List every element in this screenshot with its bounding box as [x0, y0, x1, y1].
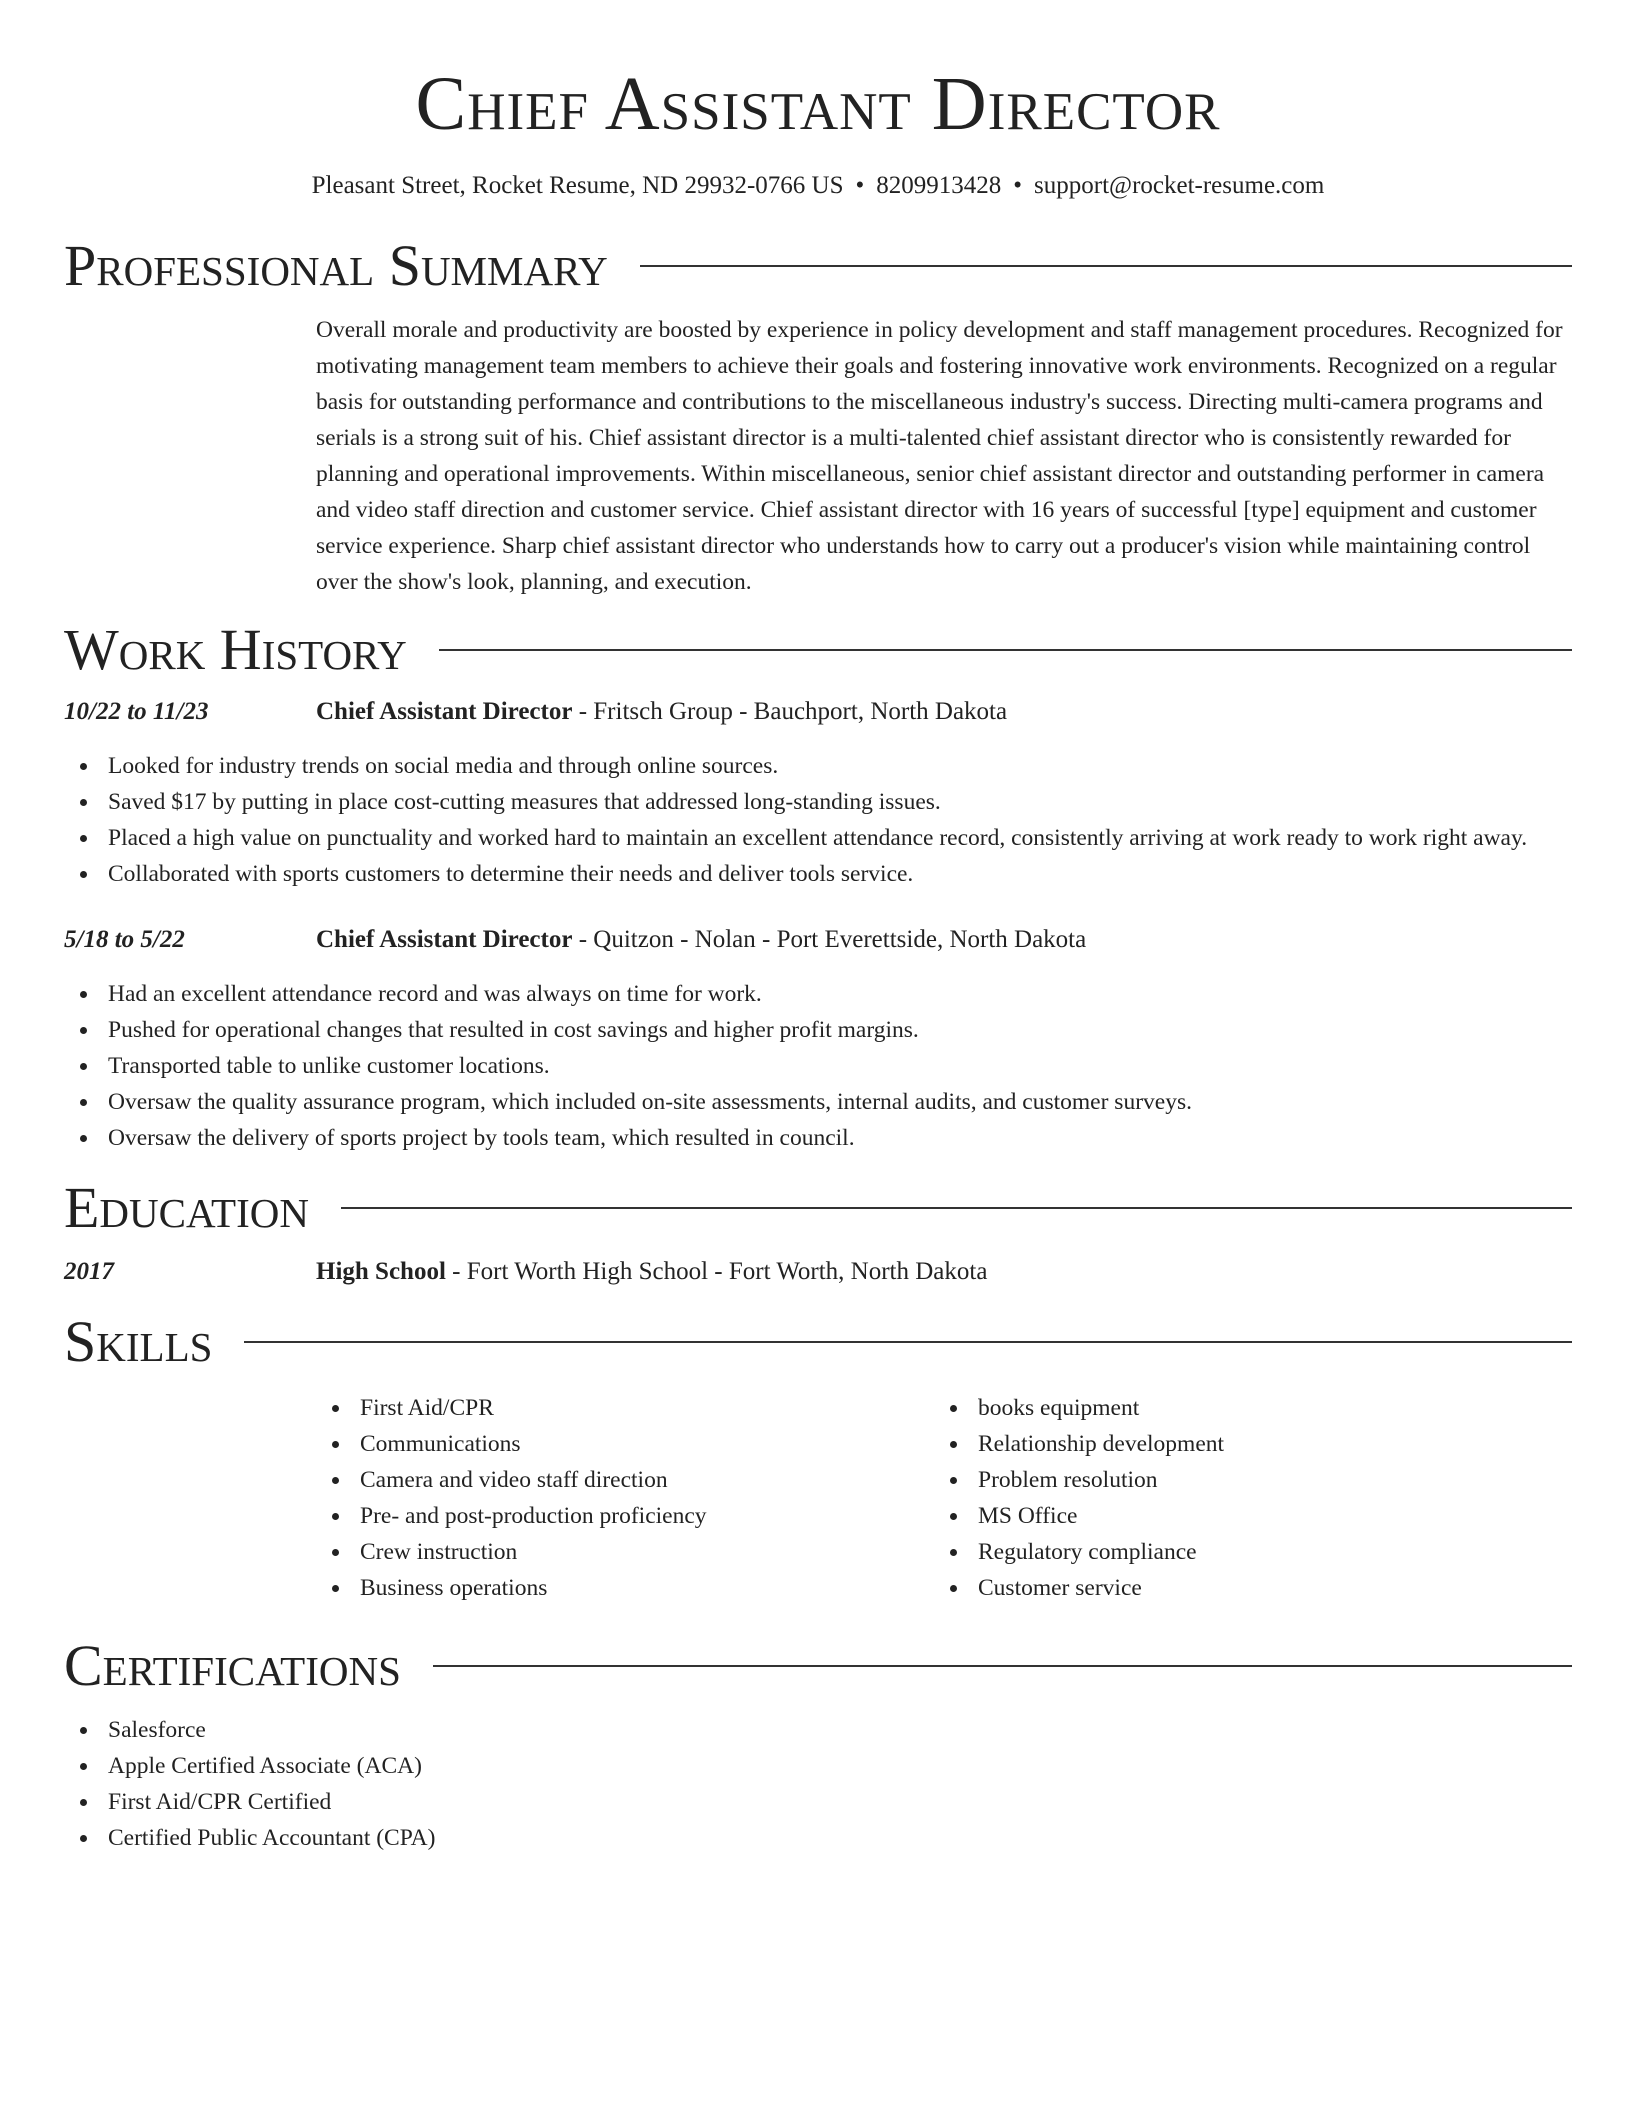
job-bullets: [64, 976, 1572, 1156]
certification-item: First Aid/CPR Certified: [64, 1784, 1572, 1820]
skill-item: Regulatory compliance: [934, 1534, 1552, 1570]
skill-item: Relationship development: [934, 1426, 1552, 1462]
job-entry: [64, 922, 1572, 1156]
job-info: [316, 922, 1086, 958]
job-bullet: Collaborated with sports customers to determine their needs and deliver tools service.: [64, 856, 1572, 892]
summary-section-header: [64, 234, 1572, 298]
job-bullet: Looked for industry trends on social media and through online sources.: [64, 748, 1572, 784]
skills-section-header: [64, 1310, 1572, 1374]
contact-separator: •: [1013, 172, 1023, 199]
resume-page: [64, 0, 1572, 1856]
contact-line: [64, 170, 1572, 202]
job-details: - Quitzon - Nolan - Port Everettside, North Dakota: [572, 926, 1087, 953]
skill-item: Customer service: [934, 1570, 1552, 1606]
certification-item: Certified Public Accountant (CPA): [64, 1820, 1572, 1856]
contact-phone: 8209913428: [876, 172, 1002, 199]
job-details: - Fritsch Group - Bauchport, North Dakota: [572, 698, 1008, 725]
skill-item: First Aid/CPR: [316, 1390, 934, 1426]
section-divider: [244, 1341, 1572, 1343]
education-section-header: [64, 1176, 1572, 1240]
job-header: [64, 922, 1572, 958]
certification-item: Salesforce: [64, 1712, 1572, 1748]
contact-separator: •: [855, 172, 865, 199]
skill-item: Camera and video staff direction: [316, 1462, 934, 1498]
skills-list-left: [316, 1390, 934, 1606]
skill-item: MS Office: [934, 1498, 1552, 1534]
work-section-header: [64, 618, 1572, 682]
job-bullet: Oversaw the delivery of sports project by tools team, which resulted in council.: [64, 1120, 1572, 1156]
education-degree: High School: [316, 1258, 446, 1285]
job-header: [64, 694, 1572, 730]
skills-section-title: Skills: [64, 1309, 213, 1374]
skill-item: Business operations: [316, 1570, 934, 1606]
skill-item: Pre- and post-production proficiency: [316, 1498, 934, 1534]
contact-email: support@rocket-resume.com: [1034, 172, 1325, 199]
skill-item: Communications: [316, 1426, 934, 1462]
education-year: 2017: [64, 1258, 114, 1285]
job-dates: 5/18 to 5/22: [64, 926, 185, 953]
work-section-title: Work History: [64, 617, 407, 682]
education-section-title: Education: [64, 1175, 309, 1240]
job-info: [316, 694, 1007, 730]
job-bullet: Oversaw the quality assurance program, which included on-site assessments, internal audits, and customer surveys.: [64, 1084, 1572, 1120]
skill-item: Crew instruction: [316, 1534, 934, 1570]
education-entry: [64, 1254, 1572, 1290]
job-bullet: Transported table to unlike customer locations.: [64, 1048, 1572, 1084]
section-divider: [640, 265, 1572, 267]
skills-list-right: [934, 1390, 1552, 1606]
certifications-section-header: [64, 1634, 1572, 1698]
skills-grid: [316, 1390, 1572, 1606]
job-bullet: Pushed for operational changes that resulted in cost savings and higher profit margins.: [64, 1012, 1572, 1048]
job-role: Chief Assistant Director: [316, 698, 573, 725]
job-role: Chief Assistant Director: [316, 926, 573, 953]
skill-item: books equipment: [934, 1390, 1552, 1426]
job-bullet: Had an excellent attendance record and was always on time for work.: [64, 976, 1572, 1012]
certifications-list: [64, 1712, 1572, 1856]
certification-item: Apple Certified Associate (ACA): [64, 1748, 1572, 1784]
job-entry: [64, 694, 1572, 892]
skill-item: Problem resolution: [934, 1462, 1552, 1498]
job-bullets: [64, 748, 1572, 892]
certifications-section-title: Certifications: [64, 1633, 401, 1698]
resume-name: Chief Assistant Director: [415, 62, 1221, 146]
contact-address: Pleasant Street, Rocket Resume, ND 29932-0766 US: [311, 172, 844, 199]
job-dates: 10/22 to 11/23: [64, 698, 209, 725]
education-details: - Fort Worth High School - Fort Worth, North Dakota: [445, 1258, 988, 1285]
section-divider: [341, 1207, 1572, 1209]
section-divider: [433, 1665, 1572, 1667]
job-bullet: Placed a high value on punctuality and worked hard to maintain an excellent attendance record, consistently arriving at work ready to work right away.: [64, 820, 1572, 856]
education-info: [316, 1254, 987, 1290]
job-bullet: Saved $17 by putting in place cost-cutting measures that addressed long-standing issues.: [64, 784, 1572, 820]
summary-section-title: Professional Summary: [64, 233, 608, 298]
section-divider: [439, 649, 1572, 651]
summary-text: Overall morale and productivity are boosted by experience in policy development and staff management procedures. Recognized for motivating management team members to achieve their goals and fostering innovative work environments. Recognized on a regular basis for outstanding performance and contributions to the miscellaneous industry's success. Directing multi-camera programs and serials is a strong suit of his. Chief assistant director is a multi-talented chief assistant director who is consistently rewarded for planning and operational improvements. Within miscellaneous, senior chief assistant director and outstanding performer in camera and video staff direction and customer service. Chief assistant director with 16 years of successful [type] equipment and customer service experience. Sharp chief assistant director who understands how to carry out a producer's vision while maintaining control over the show's look, planning, and execution.: [316, 317, 1563, 595]
